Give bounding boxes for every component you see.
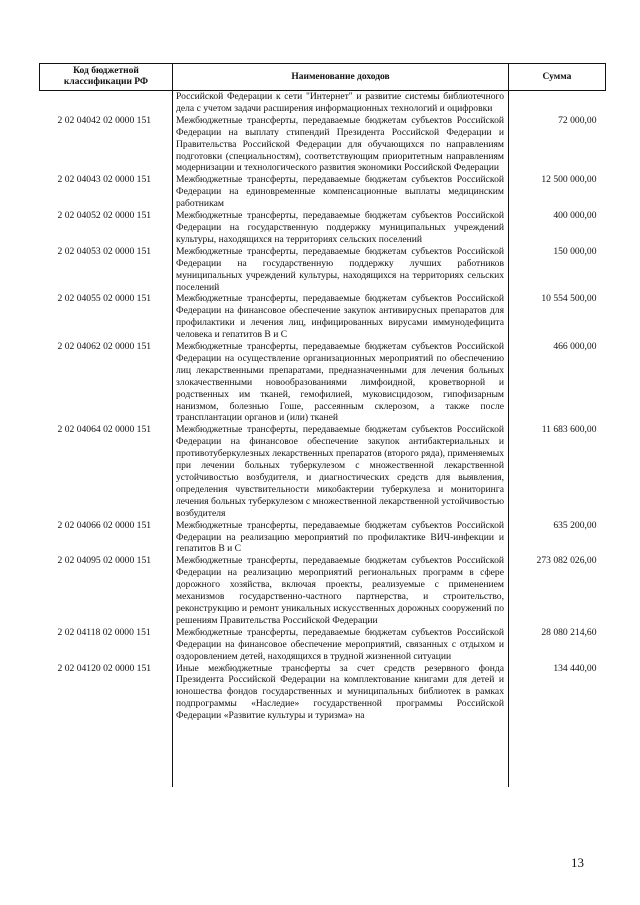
income-name-cell: Межбюджетные трансферты, передаваемые бюджетам субъектов Российской Федерации на финансовое обеспечение мероприятий, связанных с отдыхом и оздоровлением детей, находящихся в трудной жизненной ситуации <box>173 627 509 663</box>
budget-code-cell <box>40 91 173 115</box>
income-name-cell: Межбюджетные трансферты, передаваемые бюджетам субъектов Российской Федерации на выплату стипендий Президента Российской Федерации и Правительства Российской Федерации для обучающихся по направлениям подготовки (специальностям), соответствующим приоритетным направлениям модернизации и технологического развития экономики Российской Федерации <box>173 115 509 175</box>
budget-code-cell: 2 02 04120 02 0000 151 <box>57 662 152 674</box>
sum-cell: 466 000,00 <box>553 341 597 353</box>
table-row <box>40 663 606 787</box>
header-sum: Сумма <box>509 64 606 91</box>
table-row <box>40 555 606 626</box>
income-name-cell: Межбюджетные трансферты, передаваемые бюджетам субъектов Российской Федерации на единовременные компенсационные выплаты медицинским работникам <box>173 174 509 210</box>
table-body <box>40 91 606 787</box>
header-income-name: Наименование доходов <box>173 64 509 91</box>
sum-cell: 400 000,00 <box>553 210 597 222</box>
income-name-cell: Иные межбюджетные трансферты за счет средств резервного фонда Президента Российской Федерации на комплектование книгами для детей и юношества фондов государственных и муниципальных библиотек в рамках подпрограммы «Наследие» государственной программы Российской Федерации «Развитие культуры и туризма» на <box>173 663 509 787</box>
budget-code-cell: 2 02 04052 02 0000 151 <box>57 210 152 222</box>
sum-cell: 273 082 026,00 <box>536 555 597 567</box>
sum-cell: 635 200,00 <box>553 519 597 531</box>
sum-cell: 150 000,00 <box>553 245 597 257</box>
budget-code-cell: 2 02 04062 02 0000 151 <box>57 341 152 353</box>
income-name-cell: Межбюджетные трансферты, передаваемые бюджетам субъектов Российской Федерации на финансовое обеспечение закупок антивирусных препаратов для профилактики и лечения лиц, инфицированных вирусами иммунодефицита человека и гепатитов В и С <box>173 293 509 341</box>
income-name-cell: Межбюджетные трансферты, передаваемые бюджетам субъектов Российской Федерации на осуществление организационных мероприятий по обеспечению лиц лекарственными препаратами, предназначенными для лечения больных злокачественными новообразованиями лимфоидной, кроветворной и родственных им тканей, гемофилией, муковисцидозом, гипофизарным нанизмом, болезнью Гоше, рассеянным склерозом, а также после трансплантации органов и (или) тканей <box>173 341 509 424</box>
budget-code-cell: 2 02 04118 02 0000 151 <box>57 626 151 638</box>
sum-cell: 28 080 214,60 <box>541 626 597 638</box>
income-name-cell: Межбюджетные трансферты, передаваемые бюджетам субъектов Российской Федерации на реализацию мероприятий по профилактике ВИЧ-инфекции и гепатитов В и С <box>173 520 509 556</box>
table-row <box>40 520 606 556</box>
table-header-row <box>40 64 606 91</box>
page-number: 13 <box>571 855 584 870</box>
budget-code-cell: 2 02 04043 02 0000 151 <box>57 174 152 186</box>
sum-cell: 10 554 500,00 <box>541 293 597 305</box>
budget-code-cell: 2 02 04095 02 0000 151 <box>57 555 152 567</box>
table-row <box>40 246 606 294</box>
sum-cell: 11 683 600,00 <box>541 424 597 436</box>
income-name-cell: Межбюджетные трансферты, передаваемые бюджетам субъектов Российской Федерации на государственную поддержку лучших работников муниципальных учреждений культуры, находящихся на территориях сельских поселений <box>173 246 509 294</box>
sum-cell <box>509 91 606 115</box>
income-name-cell: Межбюджетные трансферты, передаваемые бюджетам субъектов Российской Федерации на финансовое обеспечение закупок антибактериальных и противотуберкулезных лекарственных препаратов (второго ряда), применяемых при лечении больных туберкулезом с множественной лекарственной устойчивостью возбудителя, и диагностических средств для выявления, определения чувствительности микобактерии туберкулеза и мониторинга лечения больных туберкулезом с множественной лекарственной устойчивостью возбудителя <box>173 424 509 519</box>
table-row <box>40 627 606 663</box>
budget-income-table-section <box>39 63 605 787</box>
budget-code-cell: 2 02 04042 02 0000 151 <box>57 114 152 126</box>
budget-code-cell: 2 02 04055 02 0000 151 <box>57 293 152 305</box>
table-row <box>40 293 606 341</box>
table-row <box>40 341 606 424</box>
income-name-cell: Межбюджетные трансферты, передаваемые бюджетам субъектов Российской Федерации на реализацию мероприятий региональных программ в сфере дорожного хозяйства, включая проекты, реализуемые с применением механизмов государственно-частного партнерства, и строительство, реконструкцию и ремонт уникальных искусственных дорожных сооружений по решениям Правительства Российской Федерации <box>173 555 509 626</box>
table-row <box>40 424 606 519</box>
budget-code-cell: 2 02 04053 02 0000 151 <box>57 245 152 257</box>
table-row <box>40 91 606 115</box>
budget-code-cell: 2 02 04066 02 0000 151 <box>57 519 152 531</box>
header-budget-code: Код бюджетной классификации РФ <box>40 64 173 91</box>
income-name-cell: Российской Федерации к сети "Интернет" и развитие системы библиотечного дела с учетом задачи расширения информационных технологий и оцифровки <box>173 91 509 115</box>
table-row <box>40 174 606 210</box>
budget-code-cell: 2 02 04064 02 0000 151 <box>57 424 152 436</box>
table-row <box>40 210 606 246</box>
budget-income-table <box>39 63 606 787</box>
sum-cell: 72 000,00 <box>558 114 597 126</box>
sum-cell: 134 440,00 <box>553 662 597 674</box>
income-name-cell: Межбюджетные трансферты, передаваемые бюджетам субъектов Российской Федерации на государственную поддержку муниципальных учреждений культуры, находящихся на территориях сельских поселений <box>173 210 509 246</box>
table-row <box>40 115 606 175</box>
sum-cell: 12 500 000,00 <box>541 174 597 186</box>
